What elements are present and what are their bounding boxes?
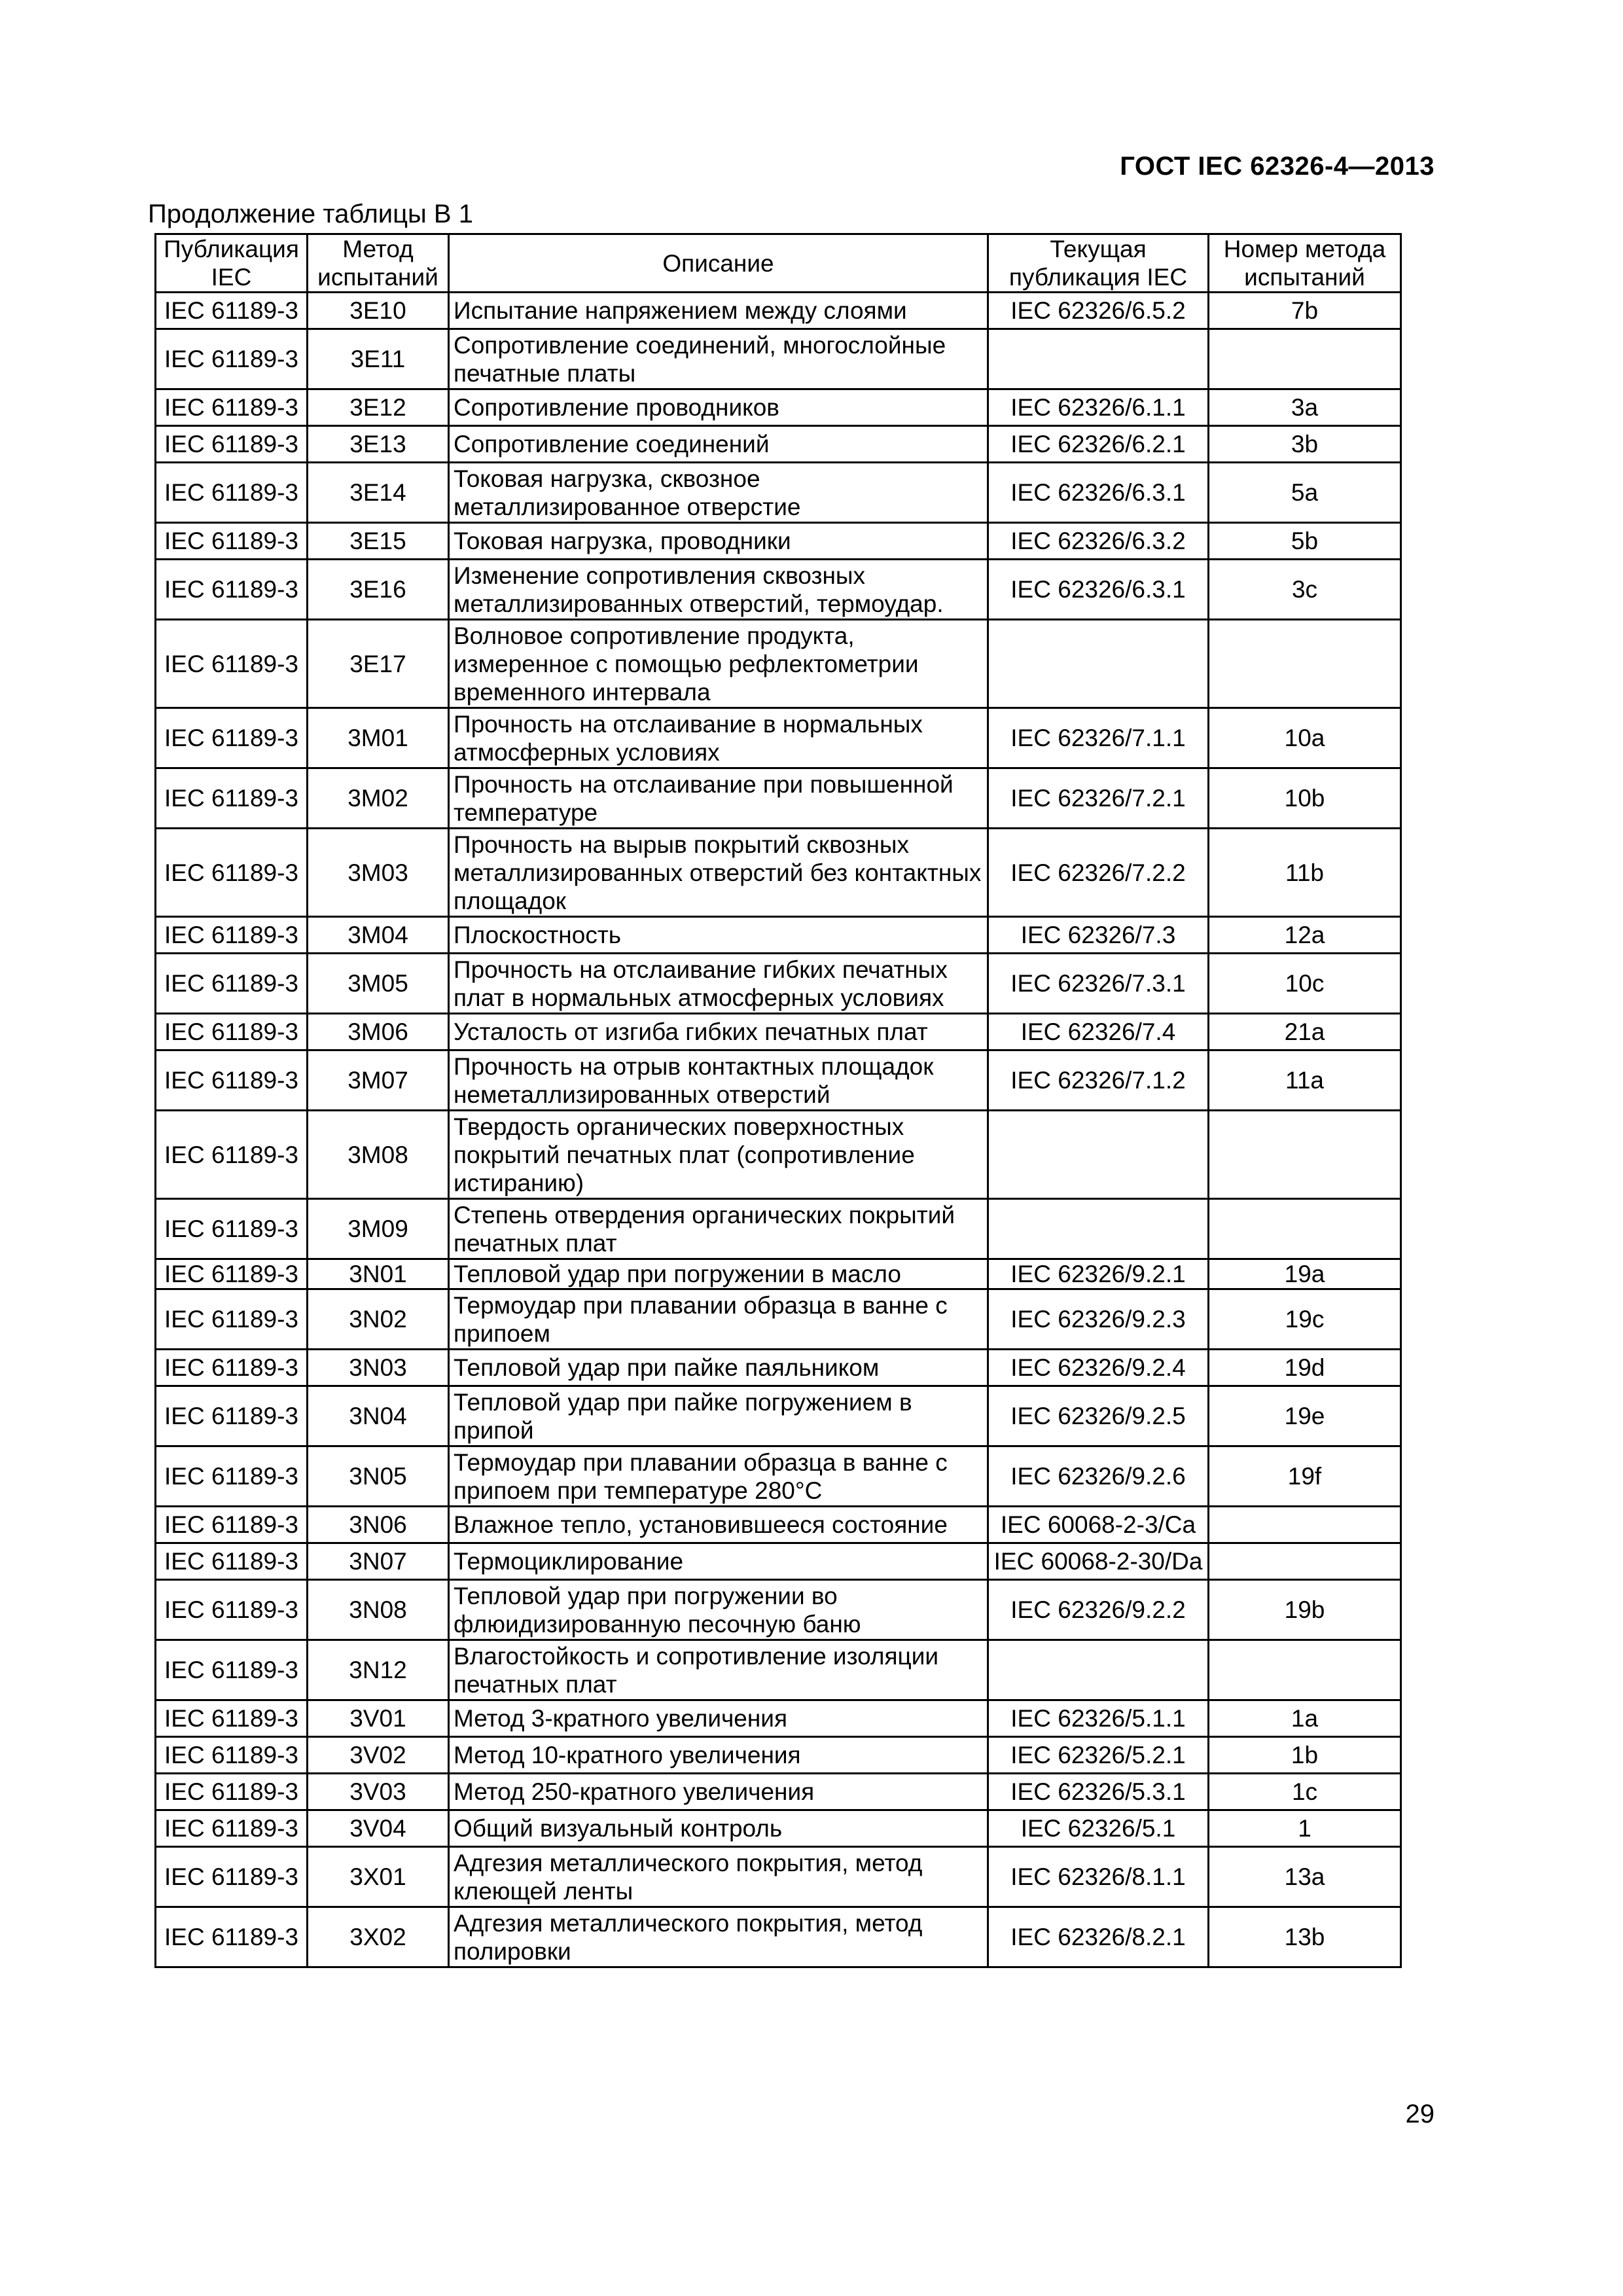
cell-description: Адгезия металлического покрытия, метод полировки <box>449 1907 988 1967</box>
cell-publication: IEC 61189-3 <box>156 917 308 954</box>
cell-publication: IEC 61189-3 <box>156 1700 308 1737</box>
cell-description: Усталость от изгиба гибких печатных плат <box>449 1014 988 1050</box>
table-row <box>156 1580 1401 1640</box>
cell-publication: IEC 61189-3 <box>156 1907 308 1967</box>
cell-method-number: 1c <box>1209 1774 1401 1810</box>
cell-current-publication <box>988 1640 1209 1700</box>
cell-current-publication: IEC 62326/7.2.1 <box>988 768 1209 829</box>
cell-method: 3M05 <box>308 954 449 1014</box>
cell-method-number: 13a <box>1209 1847 1401 1907</box>
cell-method-number: 19b <box>1209 1580 1401 1640</box>
table-row <box>156 1774 1401 1810</box>
cell-method-number: 7b <box>1209 293 1401 329</box>
cell-publication: IEC 61189-3 <box>156 1737 308 1774</box>
cell-method: 3X02 <box>308 1907 449 1967</box>
table-row <box>156 560 1401 620</box>
cell-description: Испытание напряжением между слоями <box>449 293 988 329</box>
cell-current-publication: IEC 62326/7.1.1 <box>988 708 1209 768</box>
table-row <box>156 917 1401 954</box>
cell-publication: IEC 61189-3 <box>156 1543 308 1580</box>
table-row <box>156 426 1401 463</box>
cell-current-publication: IEC 62326/7.4 <box>988 1014 1209 1050</box>
header-method-number: Номер метода испытаний <box>1209 234 1401 293</box>
table-row <box>156 1050 1401 1111</box>
page-number: 29 <box>1405 2100 1435 2128</box>
cell-method: 3E11 <box>308 329 449 389</box>
cell-description: Прочность на отслаивание гибких печатных плат в нормальных атмосферных условиях <box>449 954 988 1014</box>
cell-publication: IEC 61189-3 <box>156 1847 308 1907</box>
table-row <box>156 1259 1401 1289</box>
cell-publication: IEC 61189-3 <box>156 1014 308 1050</box>
table-row <box>156 954 1401 1014</box>
cell-publication: IEC 61189-3 <box>156 1774 308 1810</box>
cell-current-publication: IEC 62326/6.5.2 <box>988 293 1209 329</box>
table-row <box>156 1111 1401 1199</box>
table-row <box>156 1810 1401 1847</box>
cell-description: Метод 250-кратного увеличения <box>449 1774 988 1810</box>
cell-current-publication <box>988 1111 1209 1199</box>
cell-description: Сопротивление соединений <box>449 426 988 463</box>
cell-method: 3V02 <box>308 1737 449 1774</box>
cell-current-publication: IEC 62326/9.2.6 <box>988 1446 1209 1507</box>
cell-method: 3N06 <box>308 1507 449 1543</box>
cell-method-number <box>1209 1111 1401 1199</box>
cell-method: 3E12 <box>308 389 449 426</box>
cell-publication: IEC 61189-3 <box>156 1259 308 1289</box>
cell-current-publication: IEC 62326/7.1.2 <box>988 1050 1209 1111</box>
cell-publication: IEC 61189-3 <box>156 620 308 708</box>
cell-current-publication: IEC 62326/6.3.1 <box>988 560 1209 620</box>
cell-method-number: 3c <box>1209 560 1401 620</box>
cell-method: 3N03 <box>308 1350 449 1386</box>
cell-publication: IEC 61189-3 <box>156 829 308 917</box>
cell-current-publication: IEC 62326/9.2.5 <box>988 1386 1209 1446</box>
cell-description: Прочность на отслаивание в нормальных атмосферных условиях <box>449 708 988 768</box>
cell-description: Термоудар при плавании образца в ванне с припоем при температуре 280°С <box>449 1446 988 1507</box>
cell-description: Прочность на отслаивание при повышенной температуре <box>449 768 988 829</box>
cell-method: 3N07 <box>308 1543 449 1580</box>
cell-description: Влажное тепло, установившееся состояние <box>449 1507 988 1543</box>
cell-publication: IEC 61189-3 <box>156 1386 308 1446</box>
cell-current-publication <box>988 1199 1209 1259</box>
table-row <box>156 1289 1401 1350</box>
cell-current-publication: IEC 62326/7.3 <box>988 917 1209 954</box>
header-method: Метод испытаний <box>308 234 449 293</box>
cell-publication: IEC 61189-3 <box>156 523 308 560</box>
cell-publication: IEC 61189-3 <box>156 329 308 389</box>
cell-current-publication: IEC 62326/6.2.1 <box>988 426 1209 463</box>
table-row <box>156 1543 1401 1580</box>
header-publication: Публикация IEC <box>156 234 308 293</box>
cell-current-publication: IEC 62326/9.2.1 <box>988 1259 1209 1289</box>
cell-current-publication: IEC 62326/6.3.1 <box>988 463 1209 523</box>
cell-method: 3E17 <box>308 620 449 708</box>
cell-publication: IEC 61189-3 <box>156 1111 308 1199</box>
cell-description: Прочность на отрыв контактных площадок неметаллизированных отверстий <box>449 1050 988 1111</box>
cell-method-number: 19f <box>1209 1446 1401 1507</box>
cell-method: 3X01 <box>308 1847 449 1907</box>
cell-current-publication: IEC 62326/9.2.4 <box>988 1350 1209 1386</box>
cell-publication: IEC 61189-3 <box>156 389 308 426</box>
cell-method-number: 19e <box>1209 1386 1401 1446</box>
cell-method: 3M09 <box>308 1199 449 1259</box>
cell-description: Твердость органических поверхностных покрытий печатных плат (сопротивление истиранию) <box>449 1111 988 1199</box>
cell-method-number: 1a <box>1209 1700 1401 1737</box>
table-row <box>156 1907 1401 1967</box>
cell-description: Токовая нагрузка, сквозное металлизированное отверстие <box>449 463 988 523</box>
cell-method-number: 19a <box>1209 1259 1401 1289</box>
cell-method-number <box>1209 1199 1401 1259</box>
table-row <box>156 1700 1401 1737</box>
cell-method: 3V03 <box>308 1774 449 1810</box>
cell-publication: IEC 61189-3 <box>156 1446 308 1507</box>
cell-method-number: 19c <box>1209 1289 1401 1350</box>
cell-current-publication: IEC 62326/6.3.2 <box>988 523 1209 560</box>
table-caption: Продолжение таблицы В 1 <box>148 200 473 228</box>
cell-description: Метод 10-кратного увеличения <box>449 1737 988 1774</box>
cell-method-number <box>1209 1507 1401 1543</box>
cell-current-publication: IEC 60068-2-30/Da <box>988 1543 1209 1580</box>
table-row <box>156 1446 1401 1507</box>
cell-method: 3N04 <box>308 1386 449 1446</box>
cell-current-publication: IEC 62326/7.3.1 <box>988 954 1209 1014</box>
cell-method-number: 13b <box>1209 1907 1401 1967</box>
table-row <box>156 1386 1401 1446</box>
cell-method-number <box>1209 620 1401 708</box>
cell-method: 3V01 <box>308 1700 449 1737</box>
table-row <box>156 768 1401 829</box>
cell-method: 3E10 <box>308 293 449 329</box>
cell-publication: IEC 61189-3 <box>156 293 308 329</box>
cell-method: 3N12 <box>308 1640 449 1700</box>
header-description: Описание <box>449 234 988 293</box>
cell-method-number: 11a <box>1209 1050 1401 1111</box>
cell-method: 3M01 <box>308 708 449 768</box>
table-row <box>156 829 1401 917</box>
cell-current-publication: IEC 62326/7.2.2 <box>988 829 1209 917</box>
document-code-header: ГОСТ IEC 62326-4—2013 <box>1120 152 1435 181</box>
cell-description: Общий визуальный контроль <box>449 1810 988 1847</box>
table-row <box>156 293 1401 329</box>
cell-description: Термоциклирование <box>449 1543 988 1580</box>
cell-publication: IEC 61189-3 <box>156 1350 308 1386</box>
cell-method-number: 3b <box>1209 426 1401 463</box>
cell-method: 3E13 <box>308 426 449 463</box>
cell-method: 3E15 <box>308 523 449 560</box>
cell-current-publication: IEC 62326/5.3.1 <box>988 1774 1209 1810</box>
cell-publication: IEC 61189-3 <box>156 1810 308 1847</box>
table-body <box>156 293 1401 1967</box>
cell-description: Тепловой удар при погружении в масло <box>449 1259 988 1289</box>
cell-description: Волновое сопротивление продукта, измеренное с помощью рефлектометрии временного интервала <box>449 620 988 708</box>
cell-publication: IEC 61189-3 <box>156 954 308 1014</box>
cell-current-publication: IEC 62326/8.1.1 <box>988 1847 1209 1907</box>
cell-description: Прочность на вырыв покрытий сквозных металлизированных отверстий без контактных площадок <box>449 829 988 917</box>
table-row <box>156 463 1401 523</box>
cell-method: 3M02 <box>308 768 449 829</box>
cell-description: Степень отвердения органических покрытий печатных плат <box>449 1199 988 1259</box>
table-row <box>156 1640 1401 1700</box>
table-row <box>156 1014 1401 1050</box>
cell-description: Сопротивление проводников <box>449 389 988 426</box>
cell-current-publication: IEC 62326/9.2.2 <box>988 1580 1209 1640</box>
cell-method: 3V04 <box>308 1810 449 1847</box>
cell-method: 3M03 <box>308 829 449 917</box>
cell-method-number <box>1209 1640 1401 1700</box>
cell-method-number: 5b <box>1209 523 1401 560</box>
cell-description: Сопротивление соединений, многослойные печатные платы <box>449 329 988 389</box>
cell-description: Плоскостность <box>449 917 988 954</box>
cell-description: Изменение сопротивления сквозных металлизированных отверстий, термоудар. <box>449 560 988 620</box>
table-row <box>156 1737 1401 1774</box>
cell-description: Токовая нагрузка, проводники <box>449 523 988 560</box>
cell-method-number: 10a <box>1209 708 1401 768</box>
cell-current-publication: IEC 60068-2-3/Ca <box>988 1507 1209 1543</box>
cell-publication: IEC 61189-3 <box>156 1199 308 1259</box>
cell-publication: IEC 61189-3 <box>156 708 308 768</box>
cell-method-number <box>1209 329 1401 389</box>
table-header-row <box>156 234 1401 293</box>
cell-description: Тепловой удар при пайке погружением в припой <box>449 1386 988 1446</box>
table-row <box>156 329 1401 389</box>
table-row <box>156 1199 1401 1259</box>
cell-current-publication: IEC 62326/5.2.1 <box>988 1737 1209 1774</box>
cell-method: 3M04 <box>308 917 449 954</box>
table-row <box>156 620 1401 708</box>
table-row <box>156 1350 1401 1386</box>
cell-current-publication: IEC 62326/6.1.1 <box>988 389 1209 426</box>
cell-method-number: 3a <box>1209 389 1401 426</box>
cell-current-publication: IEC 62326/9.2.3 <box>988 1289 1209 1350</box>
cell-method-number: 11b <box>1209 829 1401 917</box>
cell-publication: IEC 61189-3 <box>156 1050 308 1111</box>
cell-description: Влагостойкость и сопротивление изоляции печатных плат <box>449 1640 988 1700</box>
cell-method-number: 5a <box>1209 463 1401 523</box>
cell-current-publication <box>988 620 1209 708</box>
cell-method: 3N02 <box>308 1289 449 1350</box>
cell-publication: IEC 61189-3 <box>156 426 308 463</box>
cell-current-publication <box>988 329 1209 389</box>
cell-method: 3N05 <box>308 1446 449 1507</box>
cell-publication: IEC 61189-3 <box>156 768 308 829</box>
cell-method-number: 21a <box>1209 1014 1401 1050</box>
cell-method-number: 19d <box>1209 1350 1401 1386</box>
cell-method: 3M06 <box>308 1014 449 1050</box>
cell-method-number: 10c <box>1209 954 1401 1014</box>
table-row <box>156 1847 1401 1907</box>
cell-method-number: 12a <box>1209 917 1401 954</box>
cell-method: 3E14 <box>308 463 449 523</box>
cell-publication: IEC 61189-3 <box>156 1507 308 1543</box>
table-row <box>156 1507 1401 1543</box>
cell-method: 3M08 <box>308 1111 449 1199</box>
table-row <box>156 708 1401 768</box>
cell-method: 3N01 <box>308 1259 449 1289</box>
cell-publication: IEC 61189-3 <box>156 560 308 620</box>
methods-table <box>154 233 1402 1968</box>
cell-current-publication: IEC 62326/5.1 <box>988 1810 1209 1847</box>
cell-method: 3M07 <box>308 1050 449 1111</box>
cell-publication: IEC 61189-3 <box>156 1580 308 1640</box>
cell-description: Адгезия металлического покрытия, метод клеющей ленты <box>449 1847 988 1907</box>
cell-method: 3N08 <box>308 1580 449 1640</box>
cell-description: Тепловой удар при погружении во флюидизированную песочную баню <box>449 1580 988 1640</box>
header-current-publication: Текущая публикация IEC <box>988 234 1209 293</box>
table-row <box>156 523 1401 560</box>
table-row <box>156 389 1401 426</box>
cell-method-number: 1b <box>1209 1737 1401 1774</box>
cell-current-publication: IEC 62326/8.2.1 <box>988 1907 1209 1967</box>
cell-publication: IEC 61189-3 <box>156 1289 308 1350</box>
cell-description: Тепловой удар при пайке паяльником <box>449 1350 988 1386</box>
cell-method-number <box>1209 1543 1401 1580</box>
cell-method: 3E16 <box>308 560 449 620</box>
cell-publication: IEC 61189-3 <box>156 463 308 523</box>
cell-method-number: 1 <box>1209 1810 1401 1847</box>
cell-description: Метод 3-кратного увеличения <box>449 1700 988 1737</box>
cell-method-number: 10b <box>1209 768 1401 829</box>
cell-description: Термоудар при плавании образца в ванне с припоем <box>449 1289 988 1350</box>
cell-publication: IEC 61189-3 <box>156 1640 308 1700</box>
cell-current-publication: IEC 62326/5.1.1 <box>988 1700 1209 1737</box>
